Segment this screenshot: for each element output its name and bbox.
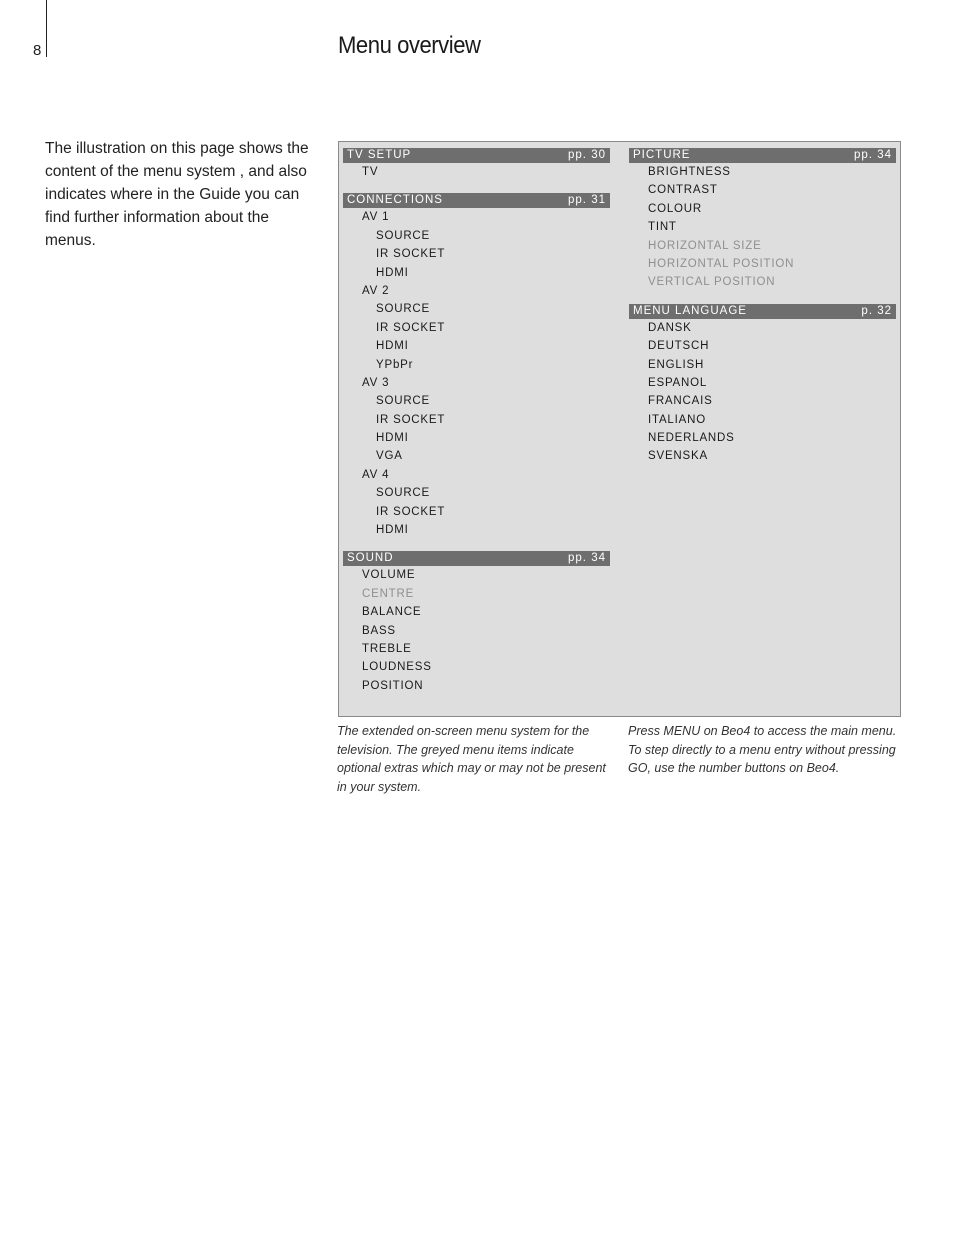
menu-section-header — [343, 193, 610, 208]
menu-item: IR SOCKET — [376, 248, 446, 261]
menu-item: IR SOCKET — [376, 505, 446, 518]
menu-item: TREBLE — [362, 642, 412, 655]
menu-item: AV 3 — [362, 376, 390, 389]
section-page-ref: p. 32 — [861, 304, 892, 317]
menu-item: SVENSKA — [648, 450, 708, 463]
menu-item-optional: CENTRE — [362, 587, 415, 600]
menu-item: DEUTSCH — [648, 340, 710, 353]
section-title: PICTURE — [633, 149, 691, 161]
menu-item: BASS — [362, 624, 396, 637]
menu-item: POSITION — [362, 679, 424, 692]
menu-item: TV — [362, 166, 379, 178]
page-title: Menu overview — [338, 32, 481, 59]
menu-item: TINT — [648, 221, 677, 234]
menu-item: AV 4 — [362, 468, 390, 481]
menu-item: SOURCE — [376, 395, 431, 408]
menu-item: NEDERLANDS — [648, 432, 735, 445]
menu-section-menu-language — [629, 304, 896, 466]
menu-item: VOLUME — [362, 569, 416, 582]
section-title: TV SETUP — [347, 149, 412, 161]
menu-section-picture — [629, 148, 896, 292]
menu-item: VGA — [376, 450, 403, 463]
menu-section-header — [343, 551, 610, 566]
menu-item: ITALIANO — [648, 413, 706, 426]
margin-rule — [46, 0, 47, 57]
menu-item: HDMI — [376, 266, 409, 279]
menu-overview-illustration — [338, 141, 901, 717]
intro-text-block — [45, 137, 310, 252]
menu-item: SOURCE — [376, 487, 431, 500]
menu-item: SOURCE — [376, 229, 431, 242]
menu-item: DANSK — [648, 321, 692, 334]
menu-item: AV 1 — [362, 211, 390, 224]
menu-item: SOURCE — [376, 303, 431, 316]
menu-item: ENGLISH — [648, 358, 705, 371]
menu-item: YPbPr — [376, 358, 414, 371]
menu-item: BALANCE — [362, 606, 422, 619]
menu-item-optional: HORIZONTAL POSITION — [648, 257, 795, 270]
menu-section-tv-setup — [343, 148, 610, 181]
section-page-ref: pp. 31 — [568, 194, 606, 207]
menu-item: HDMI — [376, 524, 409, 537]
menu-item-optional: HORIZONTAL SIZE — [648, 239, 762, 252]
menu-item: CONTRAST — [648, 184, 718, 197]
menu-item: AV 2 — [362, 284, 390, 297]
menu-item: COLOUR — [648, 202, 703, 215]
menu-section-sound — [343, 551, 610, 695]
menu-item: HDMI — [376, 340, 409, 353]
section-page-ref: pp. 34 — [568, 552, 606, 565]
caption-right: Press MENU on Beo4 to access the main menu. To step directly to a menu entry without pressing GO, use the number buttons on Beo4. — [628, 724, 897, 775]
menu-item: BRIGHTNESS — [648, 166, 731, 178]
menu-item: LOUDNESS — [362, 661, 432, 674]
menu-item: FRANCAIS — [648, 395, 713, 408]
menu-item: IR SOCKET — [376, 321, 446, 334]
section-page-ref: pp. 30 — [568, 149, 606, 161]
menu-column-left — [343, 148, 610, 707]
menu-item-optional: VERTICAL POSITION — [648, 276, 776, 289]
section-title: CONNECTIONS — [347, 194, 443, 207]
menu-section-connections — [343, 193, 610, 539]
section-page-ref: pp. 34 — [854, 149, 892, 161]
menu-column-right — [629, 148, 896, 478]
section-title: SOUND — [347, 552, 394, 565]
menu-section-header — [343, 148, 610, 163]
caption-left: The extended on-screen menu system for the television. The greyed menu items indicate optional extras which may or may not be present in your system. — [337, 724, 606, 794]
page-number: 8 — [33, 42, 42, 59]
menu-item: IR SOCKET — [376, 413, 446, 426]
menu-item: HDMI — [376, 432, 409, 445]
menu-item: ESPANOL — [648, 376, 708, 389]
section-title: MENU LANGUAGE — [633, 304, 747, 317]
intro-paragraph: The illustration on this page shows the content of the menu system , and also indicates where in the Guide you can find further information about the menus. — [45, 140, 309, 249]
menu-section-header — [629, 304, 896, 319]
menu-section-header — [629, 148, 896, 163]
